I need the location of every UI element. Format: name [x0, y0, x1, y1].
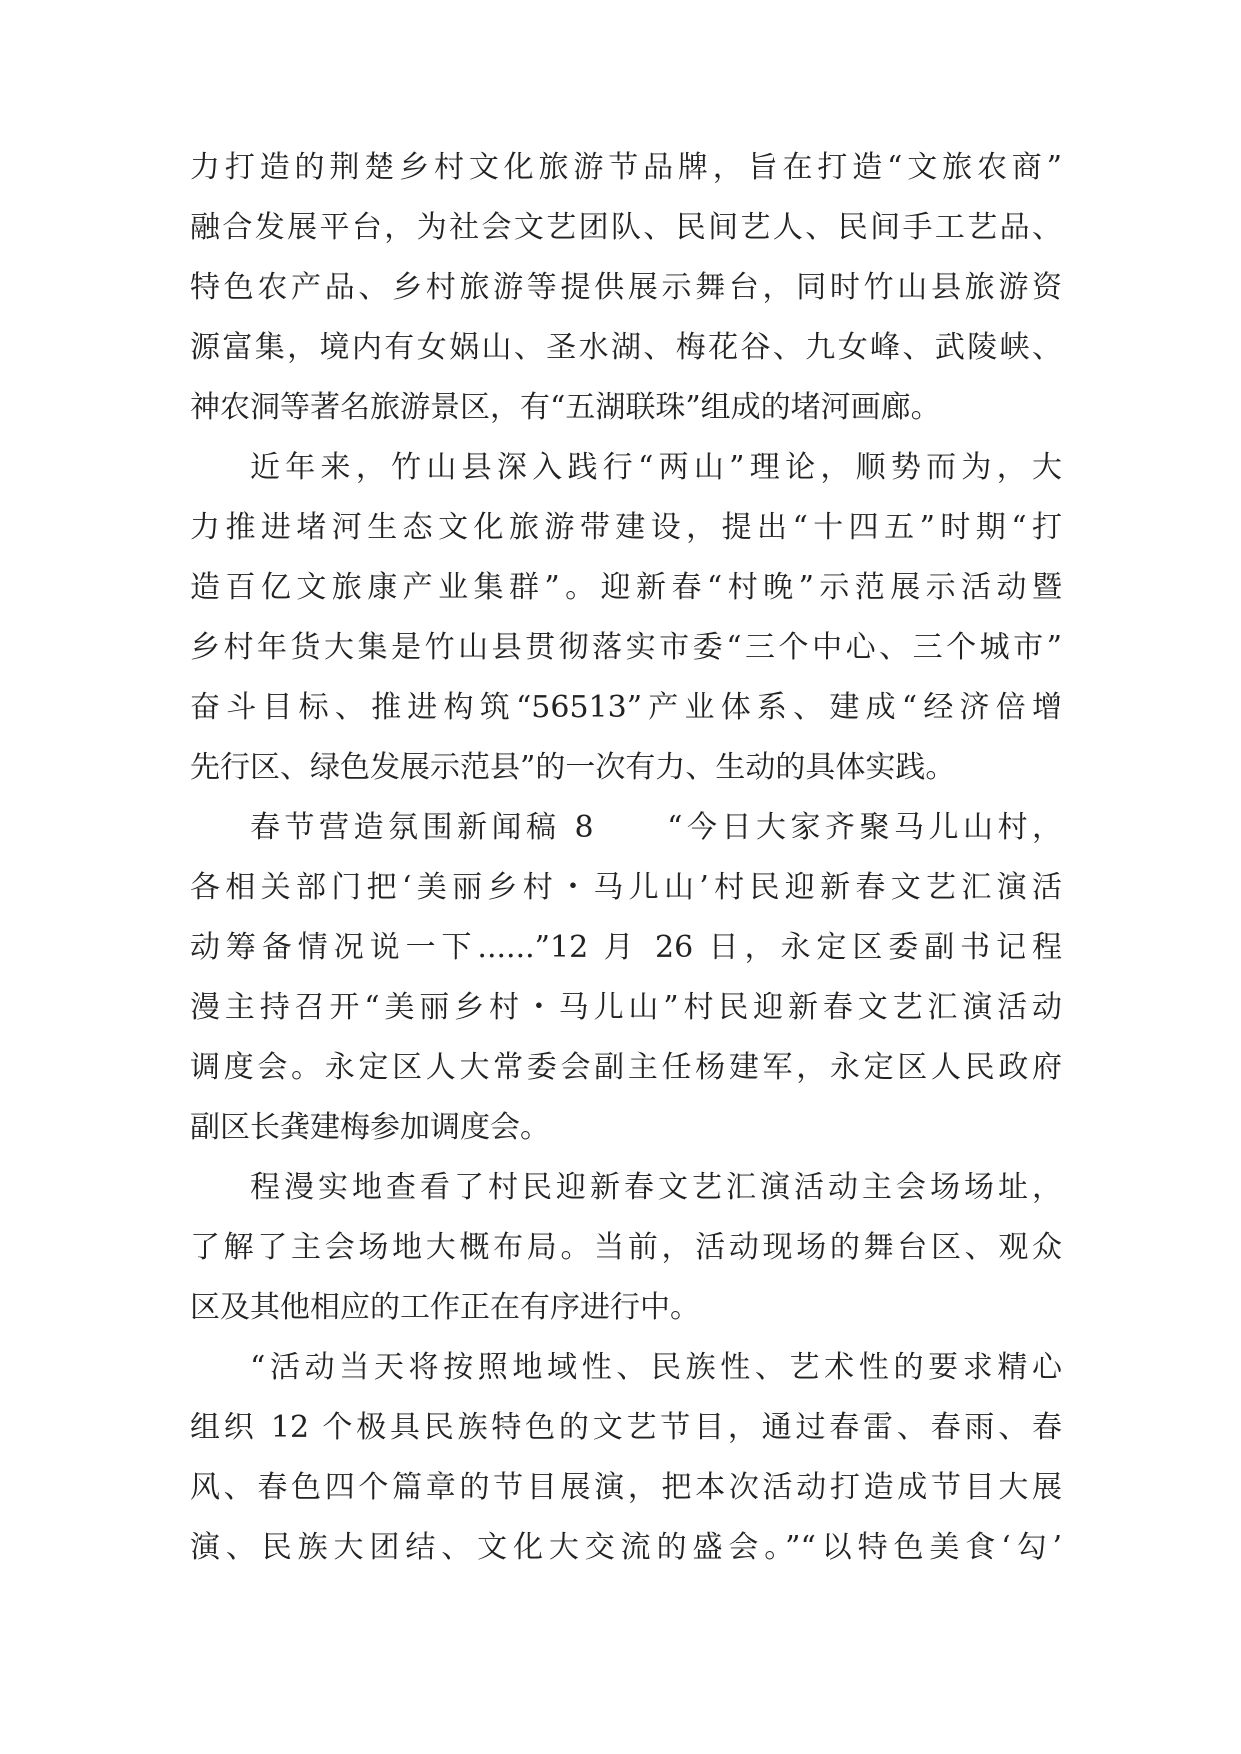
- body-text-line: 乡村年货大集是竹山县贯彻落实市委“三个中心、三个城市”: [190, 630, 1062, 665]
- body-text-line: 特色农产品、乡村旅游等提供展示舞台，同时竹山县旅游资: [190, 270, 1062, 305]
- body-text-line: 融合发展平台，为社会文艺团队、民间艺人、民间手工艺品、: [190, 210, 1062, 245]
- body-text-line: 各相关部门把‘美丽乡村・马儿山’村民迎新春文艺汇演活: [190, 870, 1062, 905]
- body-text-line: 副区长龚建梅参加调度会。: [190, 1110, 550, 1145]
- body-text-line: 神农洞等著名旅游景区，有“五湖联珠”组成的堵河画廊。: [190, 390, 941, 425]
- body-text-line: 动筹备情况说一下......”12 月 26 日，永定区委副书记程: [190, 930, 1062, 965]
- body-text-line: 组织 12 个极具民族特色的文艺节目，通过春雷、春雨、春: [190, 1410, 1062, 1445]
- body-text-line: 奋斗目标、推进构筑“56513”产业体系、建成“经济倍增: [190, 690, 1062, 725]
- paragraph-first-line: 春节营造氛围新闻稿 8 “今日大家齐聚马儿山村，: [250, 810, 1062, 845]
- body-text-line: 源富集，境内有女娲山、圣水湖、梅花谷、九女峰、武陵峡、: [190, 330, 1062, 365]
- body-text-line: 风、春色四个篇章的节目展演，把本次活动打造成节目大展: [190, 1470, 1062, 1505]
- body-text-line: 造百亿文旅康产业集群”。迎新春“村晚”示范展示活动暨: [190, 570, 1062, 605]
- body-text-line: 力打造的荆楚乡村文化旅游节品牌，旨在打造“文旅农商”: [190, 150, 1062, 185]
- paragraph-first-line: “活动当天将按照地域性、民族性、艺术性的要求精心: [250, 1350, 1062, 1385]
- paragraph-first-line: 近年来，竹山县深入践行“两山”理论，顺势而为，大: [250, 450, 1062, 485]
- body-text-line: 调度会。永定区人大常委会副主任杨建军，永定区人民政府: [190, 1050, 1062, 1085]
- body-text-line: 区及其他相应的工作正在有序进行中。: [190, 1290, 700, 1325]
- paragraph-first-line: 程漫实地查看了村民迎新春文艺汇演活动主会场场址，: [250, 1170, 1062, 1205]
- body-text-line: 演、民族大团结、文化大交流的盛会。”“以特色美食‘勾’: [190, 1530, 1062, 1565]
- body-text-line: 先行区、绿色发展示范县”的一次有力、生动的具体实践。: [190, 750, 956, 785]
- body-text-line: 了解了主会场地大概布局。当前，活动现场的舞台区、观众: [190, 1230, 1062, 1265]
- body-text-line: 力推进堵河生态文化旅游带建设，提出“十四五”时期“打: [190, 510, 1062, 545]
- body-text-line: 漫主持召开“美丽乡村・马儿山”村民迎新春文艺汇演活动: [190, 990, 1062, 1025]
